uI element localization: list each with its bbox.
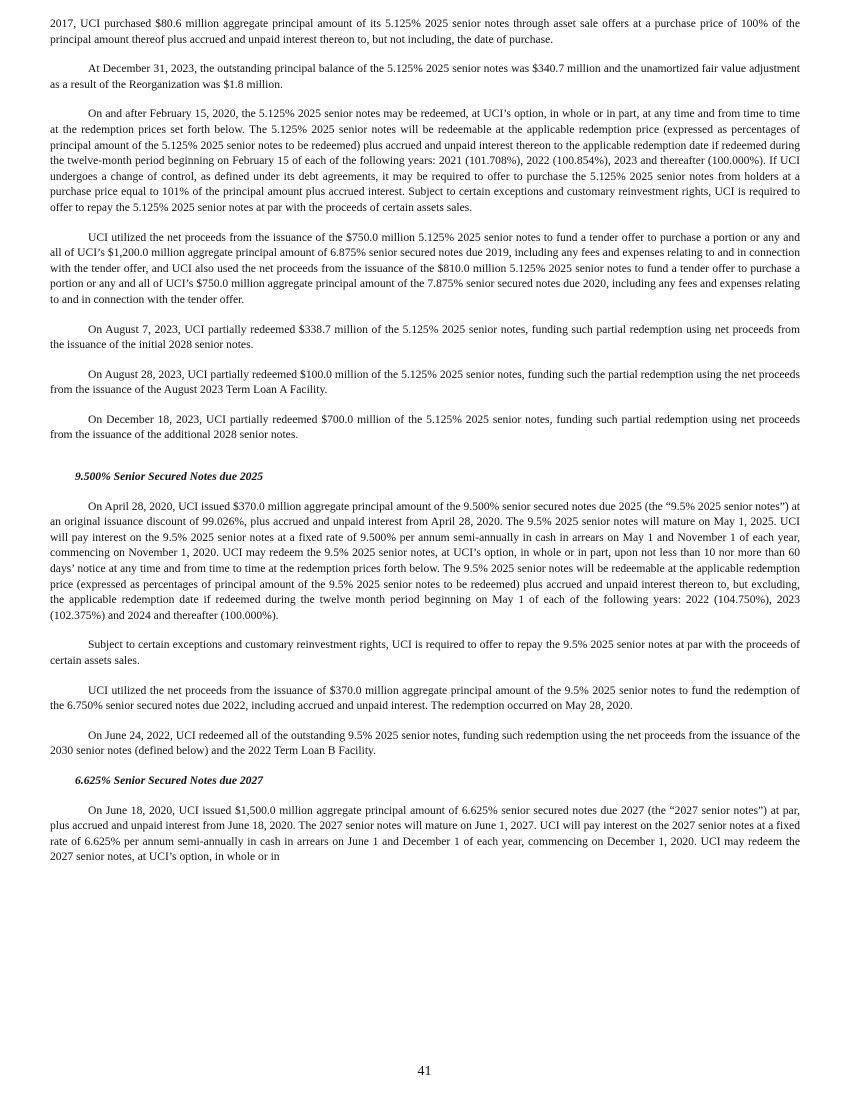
paragraph: Subject to certain exceptions and customary reinvestment rights, UCI is required to offer to repay the 9.5% 2025 senior notes at par with the proceeds of certain assets sales. xyxy=(50,638,800,667)
paragraph: At December 31, 2023, the outstanding principal balance of the 5.125% 2025 senior notes was $340.7 million and the unamortized fair value adjustment as a result of the Reorganization was $1.8 million. xyxy=(50,62,800,91)
paragraph: On December 18, 2023, UCI partially redeemed $700.0 million of the 5.125% 2025 senior notes, funding such partial redemption using net proceeds from the issuance of the additional 2028 senior notes. xyxy=(50,412,800,442)
paragraph: UCI utilized the net proceeds from the issuance of $370.0 million aggregate principal amount of the 9.5% 2025 senior notes to fund the redemption of the 6.750% senior secured notes due 2022, including accrued and unpaid interest. The redemption occurred on May 28, 2020. xyxy=(50,683,800,713)
paragraph: On August 28, 2023, UCI partially redeemed $100.0 million of the 5.125% 2025 senior notes, funding such the partial redemption using the net proceeds from the issuance of the August 2023 Term Loan A Facility. xyxy=(50,367,800,397)
page-number: 41 xyxy=(417,1064,432,1079)
paragraph: On April 28, 2020, UCI issued $370.0 million aggregate principal amount of the 9.500% senior secured notes due 2025 (the “9.5% 2025 senior notes”) at an original issuance discount of 99.026%, plus accrued and unpaid interest from April 28, 2020. The 9.5% 2025 senior notes will mature on May 1, 2025. UCI will pay interest on the 9.5% 2025 senior notes at a fixed rate of 9.500% per annum semi-annually in cash in arrears on May 1 and November 1 of each year, commencing on November 1, 2020. UCI may redeem the 9.5% 2025 senior notes, at UCI’s option, in whole or in part, upon not less than 10 nor more than 60 days’ notice at any time and from time to time at the redemption prices forth below. The 9.5% 2025 senior notes will be redeemable at the applicable redemption price (expressed as percentages of principal amount of the 9.5% 2025 senior notes to be redeemed) plus accrued and unpaid interest thereon to, but excluding, the applicable redemption date if redeemed during the twelve month period beginning on May 1 of each of the following years: 2022 (104.750%), 2023 (102.375%) and 2024 and thereafter (100.000%). xyxy=(50,499,800,622)
paragraph: On August 7, 2023, UCI partially redeemed $338.7 million of the 5.125% 2025 senior notes, funding such partial redemption using net proceeds from the issuance of the initial 2028 senior notes. xyxy=(50,322,800,352)
paragraph: On and after February 15, 2020, the 5.125% 2025 senior notes may be redeemed, at UCI’s option, in whole or in part, at any time and from time to time at the redemption prices set forth below. The 5.125% 2025 senior notes will be redeemable at the applicable redemption price (expressed as percentages of principal amount of the 5.125% 2025 senior notes to be redeemed) plus accrued and unpaid interest thereon to the applicable redemption date if redeemed during the twelve-month period beginning on February 15 of each of the following years: 2021 (101.708%), 2022 (100.854%), 2023 and thereafter (100.000%). If UCI undergoes a change of control, as defined under its debt agreements, it may be required to offer to purchase the 5.125% 2025 senior notes from holders at a purchase price equal to 101% of the principal amount plus accrued interest. Subject to certain exceptions and customary reinvestment rights, UCI is required to offer to repay the 5.125% 2025 senior notes at par with the proceeds of certain assets sales. xyxy=(50,107,800,214)
paragraph-continued: 2017, UCI purchased $80.6 million aggregate principal amount of its 5.125% 2025 senior notes through asset sale offers at a purchase price of 100% of the principal amount thereof plus accrued and unpaid interest thereon to, but not including, the date of purchase. xyxy=(50,17,800,46)
document-page xyxy=(50,16,800,865)
paragraph: On June 18, 2020, UCI issued $1,500.0 million aggregate principal amount of 6.625% senior secured notes due 2027 (the “2027 senior notes”) at par, plus accrued and unpaid interest from June 18, 2020. The 2027 senior notes will mature on June 1, 2027. UCI will pay interest on the 2027 senior notes at a fixed rate of 6.625% per annum semi-annually in cash in arrears on June 1 and December 1 of each year, commencing on December 1, 2020. UCI may redeem the 2027 senior notes, at UCI’s option, in whole or in xyxy=(50,803,800,864)
paragraph: UCI utilized the net proceeds from the issuance of the $750.0 million 5.125% 2025 senior notes to fund a tender offer to purchase a portion or any and all of UCI’s $1,200.0 million aggregate principal amount of 6.875% senior secured notes due 2019, including any fees and expenses relating to and in connection with the tender offer, and UCI also used the net proceeds from the issuance of the $810.0 million 5.125% 2025 senior notes to fund a tender offer to purchase a portion or any and all of UCI’s $750.0 million aggregate principal amount of the 7.875% senior secured notes due 2020, including any fees and expenses relating to and in connection with the tender offer. xyxy=(50,230,800,306)
section-heading-9500-notes: 9.500% Senior Secured Notes due 2025 xyxy=(75,470,264,484)
paragraph: On June 24, 2022, UCI redeemed all of the outstanding 9.5% 2025 senior notes, funding such redemption using the net proceeds from the issuance of the 2030 senior notes (defined below) and the 2022 Term Loan B Facility. xyxy=(50,728,800,758)
section-heading-6625-notes: 6.625% Senior Secured Notes due 2027 xyxy=(75,773,264,787)
